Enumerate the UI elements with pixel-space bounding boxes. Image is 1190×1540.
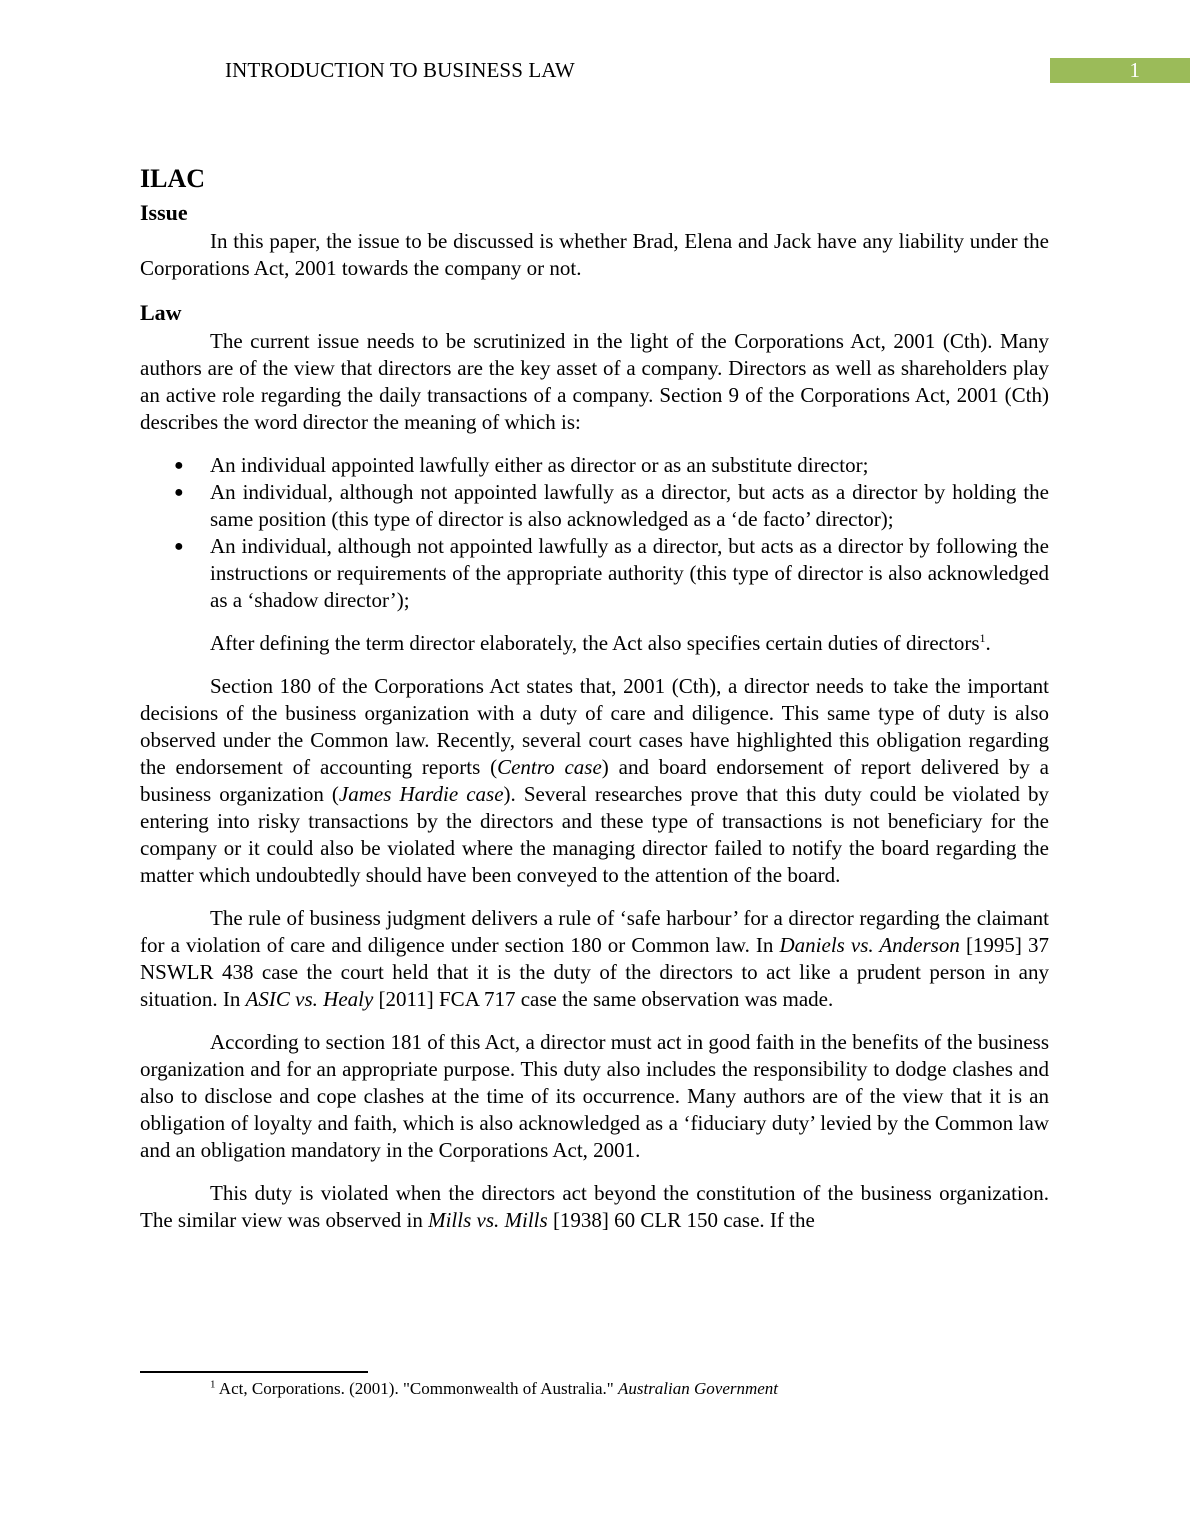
case-name: ASIC vs. Healy: [245, 987, 374, 1011]
text-run: [1995] 37 NSWLR 438 case the court held that it is the duty of the directors to act like a prudent person in any situation. In: [140, 933, 1050, 1011]
page-number-badge: [1050, 58, 1190, 83]
bullet-icon: ●: [174, 457, 184, 474]
case-name: Centro case: [497, 755, 602, 779]
footnote-separator: [140, 1371, 368, 1373]
footnote-number: 1: [210, 1378, 216, 1391]
text-run: [2011] FCA 717 case the same observation was made.: [373, 987, 834, 1011]
text-run: This duty is violated when the directors act beyond the constitution of the business organization. The similar view was observed in: [140, 1181, 1049, 1232]
case-name: James Hardie case: [338, 782, 504, 806]
duties-end: .: [985, 631, 991, 655]
case-name: Daniels vs. Anderson: [779, 933, 960, 957]
running-header-title: INTRODUCTION TO BUSINESS LAW: [225, 58, 575, 82]
list-item: [140, 533, 1049, 614]
issue-heading: Issue: [140, 200, 188, 225]
text-run: Section 180 of the Corporations Act states that, 2001 (Cth), a director needs to take the important decisions of the business organization with a duty of care and diligence. This same type of duty is also observed under the Common law. Recently, several court cases have highlighted this obligation regarding the endorsement of accounting reports (: [140, 674, 1049, 779]
footnote-reference[interactable]: 1: [979, 631, 986, 645]
text-run: The rule of business judgment delivers a rule of ‘safe harbour’ for a director regarding the claimant for a violation of care and diligence under section 180 or Common law. In: [140, 906, 1049, 957]
section-180-paragraph: [140, 673, 1049, 889]
law-intro-paragraph: The current issue needs to be scrutinized in the light of the Corporations Act, 2001 (Cth). Many authors are of the view that directors are the key asset of a company. Directors as well as shareholders play an active role regarding the daily transactions of a company. Section 9 of the Corporations Act, 2001 (Cth) describes the word director the meaning of which is:: [140, 329, 1049, 434]
section-181-paragraph: According to section 181 of this Act, a director must act in good faith in the benefits of the business organization and for an appropriate purpose. This duty also includes the responsibility to dodge clashes and also to disclose and cope clashes at the time of its occurrence. Many authors are of the view that it is an obligation of loyalty and faith, which is also acknowledged as a ‘fiduciary duty’ levied by the Common law and an obligation mandatory in the Corporations Act, 2001.: [140, 1030, 1049, 1162]
footnote-text: Act, Corporations. (2001). "Commonwealth of Australia.": [215, 1379, 618, 1398]
list-item-text: An individual, although not appointed lawfully as a director, but acts as a director by following the instructions or requirements of the appropriate authority (this type of director is also acknowledged as a ‘shadow director’);: [210, 534, 1049, 612]
document-body: [140, 160, 1049, 1244]
page-number: 1: [1129, 58, 1140, 82]
bullet-icon: ●: [174, 538, 184, 555]
list-item-text: An individual, although not appointed lawfully as a director, but acts as a director by holding the same position (this type of director is also acknowledged as a ‘de facto’ director);: [210, 480, 1049, 531]
list-item: [140, 452, 1049, 479]
bullet-icon: ●: [174, 484, 184, 501]
director-definition-list: [140, 452, 1049, 614]
list-item-text: An individual appointed lawfully either as director or as an substitute director;: [210, 453, 869, 477]
text-run: ). Several researches prove that this duty could be violated by entering into risky transactions by the directors and these type of transactions is not beneficiary for the company or it could also be violated where the managing director failed to notify the board regarding the matter which undoubtedly should have been conveyed to the attention of the board.: [140, 782, 1049, 887]
footnote: [210, 1378, 778, 1400]
list-item: [140, 479, 1049, 533]
document-title: ILAC: [140, 164, 206, 193]
text-run: ) and board endorsement of report delivered by a business organization (: [140, 755, 1049, 806]
footnote-italic: Australian Government: [617, 1379, 779, 1398]
business-judgment-paragraph: [140, 905, 1049, 1013]
duties-paragraph: [140, 630, 1049, 657]
text-run: [1938] 60 CLR 150 case. If the: [547, 1208, 815, 1232]
duties-text: After defining the term director elaborately, the Act also specifies certain duties of directors: [210, 631, 980, 655]
law-heading: Law: [140, 300, 182, 325]
issue-paragraph: In this paper, the issue to be discussed is whether Brad, Elena and Jack have any liability under the Corporations Act, 2001 towards the company or not.: [140, 229, 1049, 280]
constitution-paragraph: [140, 1180, 1049, 1234]
case-name: Mills vs. Mills: [428, 1208, 548, 1232]
